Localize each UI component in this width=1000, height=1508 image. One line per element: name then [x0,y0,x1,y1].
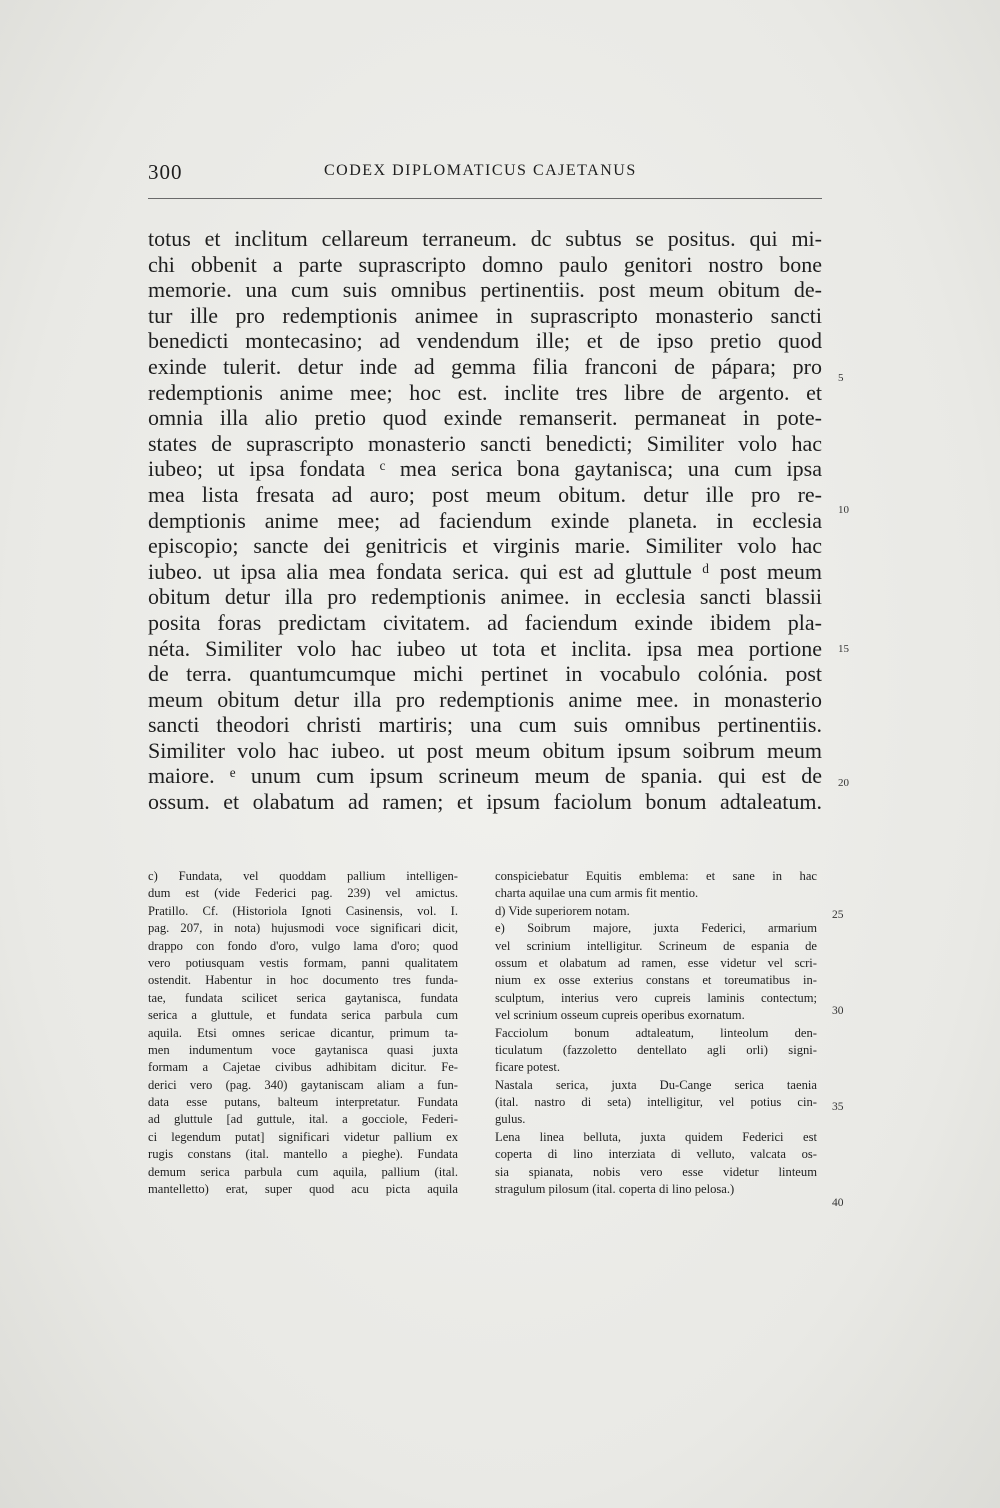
text-line: redemptionis anime mee; hoc est. inclite tres libre de argento. et [148,379,822,405]
text-line: néta. Similiter volo hac iubeo ut tota et inclita. ipsa mea portione [148,635,822,661]
footnote-line: vel scrinium intelligitur. Scrineum de espania de [495,938,817,953]
footnote-line: drappo con fondo d'oro, vulgo lama d'oro; quod [148,938,458,953]
page-header [148,160,822,186]
text-line: ossum. et olabatum ad ramen; et ipsum faciolum bonum adtaleatum. [148,789,822,815]
page-number: 300 [148,160,183,184]
footnote-line: vel scrinium osseum cupreis operibus exornatum. [495,1008,745,1023]
footnote-line-number: 35 [832,1101,844,1113]
text-line: episcopio; sancte dei genitricis et virginis marie. Similiter volo hac [148,533,822,559]
footnote-line: vero potiusquam vestis formam, panni qualitatem [148,955,458,970]
footnote-line: charta aquilae una cum armis fit mentio. [495,886,699,901]
footnote-line: ticulatum (fazzoletto dentellato agli orli) signi- [495,1042,817,1057]
footnotes-left-column [148,868,458,1198]
footnote-line: e) Soibrum majore, juxta Federici, armarium [495,921,817,936]
text-line: memorie. una cum suis omnibus pertinentiis. post meum obitum de- [148,277,822,303]
header-rule [148,198,822,199]
text-line: chi obbenit a parte suprascripto domno paulo genitori nostro bone [148,251,822,277]
footnote-line: d) Vide superiorem notam. [495,903,630,918]
footnote-line-number: 30 [832,1005,844,1017]
footnote-line: dum est (vide Federici pag. 239) vel amictus. [148,886,458,901]
footnote-line: demum serica parbula cum aquila, pallium (ital. [148,1164,458,1179]
footnote-line-number: 25 [832,909,844,921]
line-number: 15 [838,643,849,655]
text-line: totus et inclitum cellareum terraneum. dc subtus se positus. qui mi- [148,226,822,251]
footnote-line: data esse putans, balteum interpretatur. Fundata [148,1095,458,1110]
text-line: states de suprascripto monasterio sancti benedicti; Similiter volo hac [148,430,822,456]
footnote-line: mantelletto) erat, super quod acu picta aquila [148,1182,458,1197]
footnote-line: c) Fundata, vel quoddam pallium intelligen- [148,869,458,883]
line-number: 5 [838,372,844,384]
footnote-line: ossum et olabatum ad ramen, esse videtur vel scri- [495,955,817,970]
footnote-line: nium ex osse exterius constans et toreumatibus in- [495,973,817,988]
footnote-line: serica a gluttule, et fundata serica parbula cum [148,1008,458,1023]
footnote-line: rugis constans (ital. mantello a pieghe). Fundata [148,1147,458,1162]
line-number: 20 [838,777,849,789]
running-title: CODEX DIPLOMATICUS CAJETANUS [324,162,637,179]
footnote-line: Nastala serica, juxta Du-Cange serica taenia [495,1077,817,1092]
footnote-line: Facciolum bonum adtaleatum, linteolum den- [495,1025,817,1040]
footnote-line: derici vero (pag. 340) gaytaniscam aliam a fun- [148,1077,458,1092]
footnote-line: ci legendum putat] significari videtur pallium ex [148,1129,458,1144]
footnote-line: sculptum, interius vero cupreis laminis contectum; [495,990,817,1005]
footnote-line: sia spianata, nobis vero esse videtur linteum [495,1164,817,1179]
text-line: sancti theodori christi martiris; una cum suis omnibus pertinentiis. [148,712,822,738]
footnote-line: gulus. [495,1112,526,1127]
footnote-line: (ital. nastro di seta) intelligitur, vel potius cin- [495,1095,817,1110]
footnote-line: Lena linea belluta, juxta quidem Federici est [495,1129,817,1144]
text-line: de terra. quantumcumque michi pertinet in vocabulo colónia. post [148,661,822,687]
text-line: omnia illa alio pretio quod exinde remanserit. permaneat in pote- [148,405,822,431]
text-line: benedicti montecasino; ad vendendum ille; et de ipso pretio quod [148,328,822,354]
footnote-line: men indumentum voce gaytanisca quasi juxta [148,1042,458,1057]
footnote-line: coperta di lino interziata di velluto, valcata os- [495,1147,817,1162]
text-line: iubeo; ut ipsa fondata ᶜ mea serica bona gaytanisca; una cum ipsa [148,456,822,482]
footnote-line: ficare potest. [495,1060,561,1075]
text-line: mea lista fresata ad auro; post meum obitum. detur ille pro re- [148,481,822,507]
text-line: meum obitum detur illa pro redemptionis anime mee. in monasterio [148,686,822,712]
footnote-line: formam a Cajetae civibus adhibitam dicitur. Fe- [148,1060,458,1075]
footnote-line: ad gluttule [ad guttule, ital. a gocciole, Federi- [148,1112,458,1127]
footnote-line: conspiciebatur Equitis emblema: et sane in hac [495,869,817,883]
text-line: posita foras predictam civitatem. ad faciendum exinde ibidem pla- [148,609,822,635]
footnotes-right-column [495,868,817,1198]
footnote-line-number: 40 [832,1197,844,1209]
text-line: iubeo. ut ipsa alia mea fondata serica. qui est ad gluttule ᵈ post meum [148,558,822,584]
text-line: demptionis anime mee; ad faciendum exinde planeta. in ecclesia [148,507,822,533]
text-line: exinde tulerit. detur inde ad gemma filia franconi de pápara; pro [148,353,822,379]
text-line: obitum detur illa pro redemptionis animee. in ecclesia sancti blassii [148,584,822,610]
footnote-line: tae, fundata scilicet serica gaytanisca, fundata [148,990,458,1005]
footnote-line: stragulum pilosum (ital. coperta di lino pelosa.) [495,1182,735,1197]
line-number: 10 [838,504,849,516]
text-line: maiore. ᵉ unum cum ipsum scrineum meum de spania. qui est de [148,763,822,789]
text-line: Similiter volo hac iubeo. ut post meum obitum ipsum soibrum meum [148,737,822,763]
text-line: tur ille pro redemptionis animee in suprascripto monasterio sancti [148,302,822,328]
main-text [148,226,822,815]
footnote-line: ostendit. Habentur in hoc documento tres funda- [148,973,458,988]
footnote-line: aquila. Etsi omnes sericae dicantur, primum ta- [148,1025,458,1040]
footnote-line: pag. 207, in nota) hujusmodi voce significari dicit, [148,921,458,936]
footnote-line: Pratillo. Cf. (Historiola Ignoti Casinensis, vol. I. [148,903,458,918]
